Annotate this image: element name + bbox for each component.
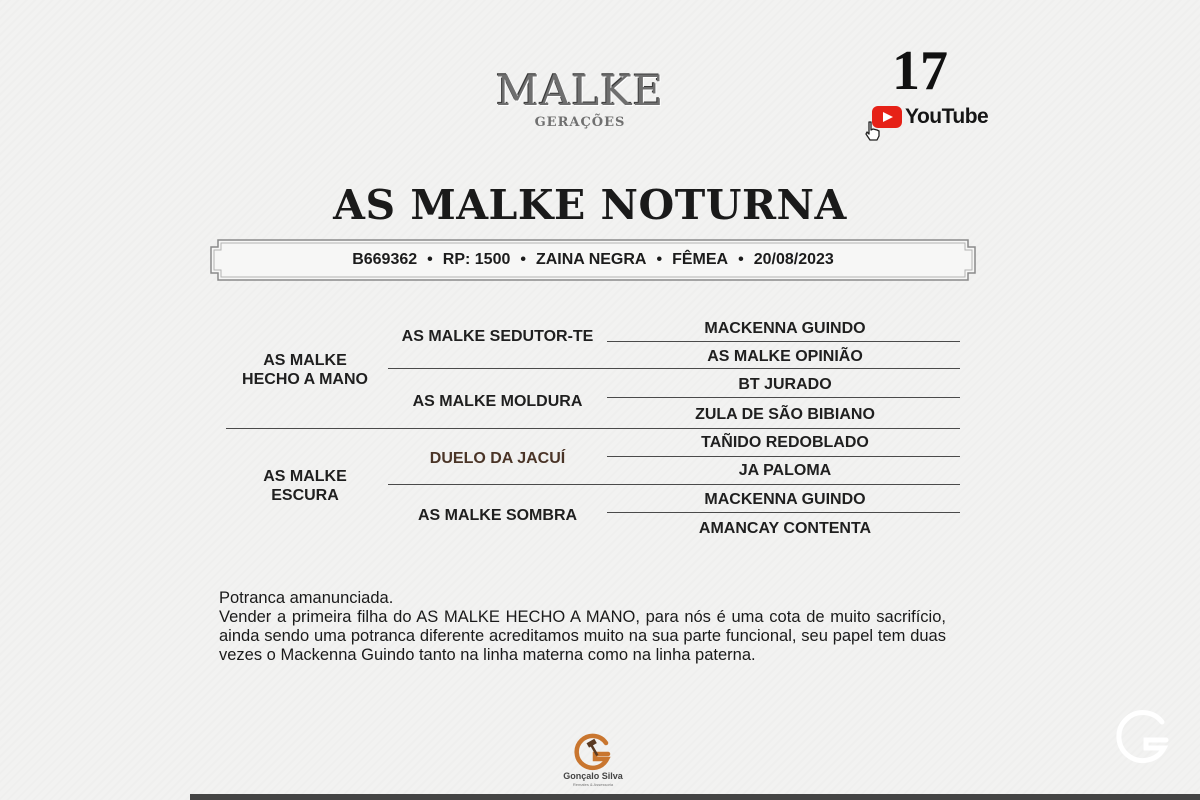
company-logo <box>550 733 636 788</box>
registration-number: B669362 <box>352 251 418 268</box>
divider-line <box>388 368 960 369</box>
separator: • <box>520 251 526 268</box>
coat-color: ZAINA NEGRA <box>535 251 647 268</box>
sire-name-line: AS MALKE <box>263 352 347 369</box>
separator: • <box>427 251 433 268</box>
company-logo-icon <box>573 733 613 771</box>
company-tagline: Remates & Assessoria <box>572 782 614 787</box>
description-paragraph: Vender a primeira filha do AS MALKE HECHO A MANO, para nós é uma cota de muito sacrifício, ainda sendo uma potranca diferente acreditamos muito na sua parte funcional, seu papel tem duas vezes o Mackenna Guindo tanto na linha materna como na linha paterna. <box>219 608 946 664</box>
divider-line <box>607 397 960 398</box>
great-grandparent: TAÑIDO REDOBLADO <box>701 434 869 451</box>
sex: FÊMEA <box>672 251 729 268</box>
youtube-label: YouTube <box>905 105 989 128</box>
brand-name: MALKE <box>495 66 665 115</box>
sire-name-line: HECHO A MANO <box>242 371 368 388</box>
separator: • <box>738 251 744 268</box>
pointer-hand-icon <box>862 120 884 142</box>
divider-line <box>607 341 960 342</box>
great-grandparent: MACKENNA GUINDO <box>704 320 866 337</box>
info-banner <box>210 239 976 279</box>
divider-line <box>226 428 960 429</box>
rp-number: RP: 1500 <box>442 251 511 268</box>
great-grandparent: AMANCAY CONTENTA <box>698 520 872 537</box>
description <box>219 589 946 665</box>
maternal-granddam: AS MALKE SOMBRA <box>417 507 578 524</box>
lot-number: 17 <box>892 40 948 102</box>
horse-name-title: AS MALKE NOTURNA <box>333 181 847 229</box>
bottom-bar <box>190 794 1200 800</box>
dam-name-line: ESCURA <box>271 487 339 504</box>
great-grandparent: JA PALOMA <box>738 462 832 479</box>
dam <box>225 467 385 505</box>
sire <box>225 351 385 389</box>
divider-line <box>607 456 960 457</box>
great-grandparent: MACKENNA GUINDO <box>704 491 866 508</box>
dam-name-line: AS MALKE <box>263 468 347 485</box>
info-row <box>210 239 976 281</box>
watermark-g-icon <box>1112 706 1174 768</box>
brand-logo <box>480 68 680 130</box>
divider-line <box>607 512 960 513</box>
great-grandparent: ZULA DE SÃO BIBIANO <box>695 406 875 423</box>
brand-subtitle: GERAÇÕES <box>534 115 626 130</box>
divider-line <box>388 484 960 485</box>
description-line: Potranca amanunciada. <box>219 589 394 607</box>
birth-date: 20/08/2023 <box>753 251 834 268</box>
company-name: Gonçalo Silva <box>563 771 623 781</box>
great-grandparent: AS MALKE OPINIÃO <box>707 348 863 365</box>
maternal-grandsire: DUELO DA JACUÍ <box>429 450 566 467</box>
paternal-granddam: AS MALKE MOLDURA <box>412 393 583 410</box>
paternal-grandsire: AS MALKE SEDUTOR-TE <box>401 328 594 345</box>
great-grandparent: BT JURADO <box>738 376 832 393</box>
separator: • <box>656 251 663 268</box>
